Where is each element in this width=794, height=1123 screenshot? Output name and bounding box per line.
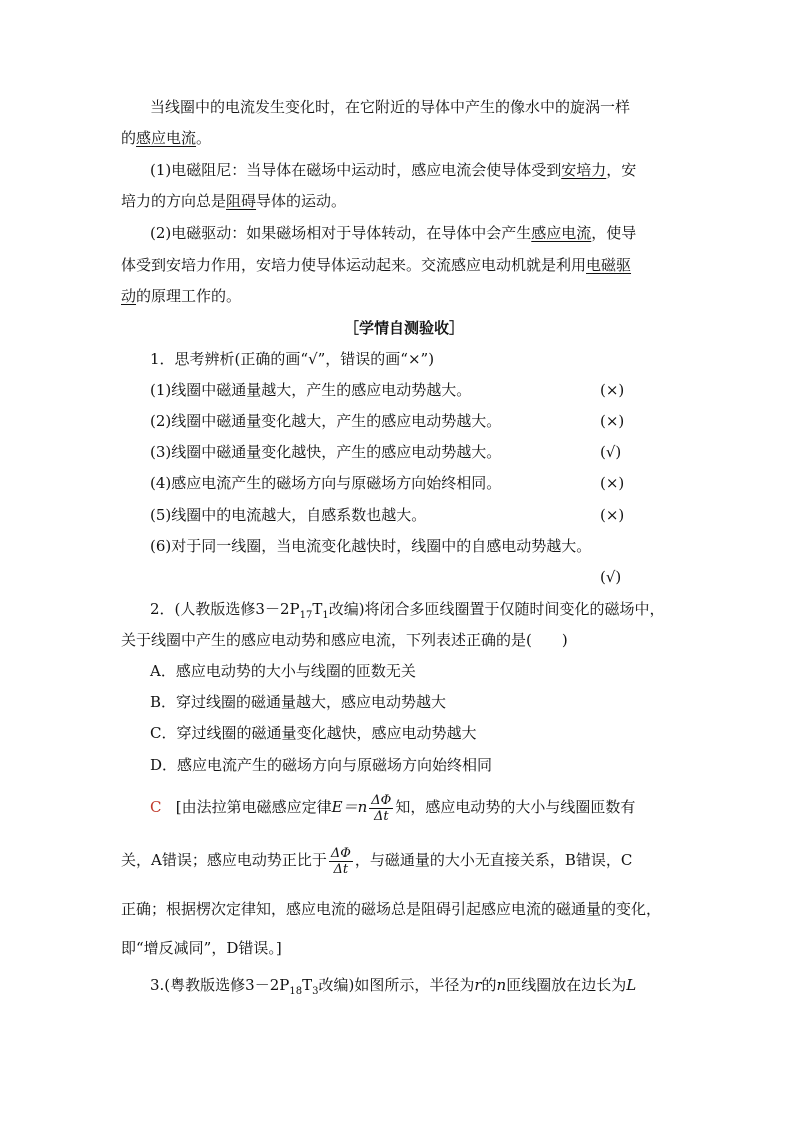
q1-title: 1．思考辨析(正确的画“√”，错误的画“×”) (150, 350, 435, 368)
damping-line-1: (1)电磁阻尼：当导体在磁场中运动时，感应电流会使导体受到安培力，安 (150, 161, 637, 179)
q1-item-6-mark: (√) (600, 568, 622, 586)
underlined-term: 安培力 (561, 161, 607, 179)
driving-line-2: 体受到安培力作用，安培力使导体运动起来。交流感应电动机就是利用电磁驱 (121, 256, 632, 274)
driving-line-3: 动的原理工作的。 (121, 287, 242, 305)
answer-letter: C (150, 798, 162, 816)
intro-line-1: 当线圈中的电流发生变化时，在它附近的导体中产生的像水中的旋涡一样 (150, 98, 631, 116)
q2-option-a: A．感应电动势的大小与线圈的匝数无关 (150, 662, 416, 680)
q1-item-4: (4)感应电流产生的磁场方向与原磁场方向始终相同。 (150, 474, 502, 492)
q1-item-1-mark: (×) (600, 381, 625, 399)
fraction-delta-phi-over-delta-t: $\frac{\Delta\Phi}{\Delta t}$ (371, 792, 392, 824)
q2-option-c: C．穿过线圈的磁通量变化越快，感应电动势越大 (150, 724, 477, 742)
q1-item-3-mark: (√) (600, 443, 622, 461)
fraction-delta-phi-over-delta-t: $\frac{\Delta\Phi}{\Delta t}$ (330, 845, 351, 877)
q1-item-5-mark: (×) (600, 506, 625, 524)
section-title: ［学情自测验收］ (344, 319, 465, 337)
driving-line-1: (2)电磁驱动：如果磁场相对于导体转动，在导体中会产生感应电流，使导 (150, 224, 637, 242)
q1-item-4-mark: (×) (600, 474, 625, 492)
q2-stem-line-1: 2．(人教版选修$3-2P_{17}T_1$改编)将闭合多匝线圈置于仅随时间变化的磁场中， (150, 600, 665, 621)
underlined-term: 电磁驱 (586, 256, 632, 274)
underlined-term: 阻碍 (226, 192, 257, 210)
underlined-term: 感应电流 (531, 224, 592, 242)
q2-explanation-line-2: 关，A错误；感应电动势正比于 $\frac{\Delta\Phi}{\Delta t}$ ，与磁通量的大小无直接关系，B错误，C (121, 845, 633, 877)
q1-item-5: (5)线圈中的电流越大，自感系数也越大。 (150, 506, 427, 524)
underlined-term: 动 (121, 287, 137, 305)
q1-item-2: (2)线圈中磁通量变化越大，产生的感应电动势越大。 (150, 412, 502, 430)
q2-explanation-line-3: 正确；根据楞次定律知，感应电流的磁场总是阻碍引起感应电流的磁通量的变化， (121, 900, 662, 918)
q1-item-2-mark: (×) (600, 412, 625, 430)
q2-explanation-line-1: C [由法拉第电磁感应定律E＝n $\frac{\Delta\Phi}{\Delta t}$ 知，感应电动势的大小与线圈匝数有 (150, 792, 636, 824)
q1-item-3: (3)线圈中磁通量变化越快，产生的感应电动势越大。 (150, 443, 502, 461)
underlined-term: 感应电流 (136, 129, 197, 147)
q3-stem-line-1: 3.(粤教版选修$3-2P_{18}T_3$改编)如图所示，半径为r的n匝线圈放在边长为L (150, 976, 637, 997)
q2-stem-line-2: 关于线圈中产生的感应电动势和感应电流，下列表述正确的是( ) (121, 631, 568, 649)
q1-item-1: (1)线圈中磁通量越大，产生的感应电动势越大。 (150, 381, 472, 399)
damping-line-2: 培力的方向总是阻碍导体的运动。 (121, 192, 347, 210)
intro-line-2: 的感应电流。 (121, 129, 212, 147)
q2-option-b: B．穿过线圈的磁通量越大，感应电动势越大 (150, 693, 447, 711)
q1-item-6: (6)对于同一线圈，当电流变化越快时，线圈中的自感电动势越大。 (150, 537, 592, 555)
q2-option-d: D．感应电流产生的磁场方向与原磁场方向始终相同 (150, 756, 493, 774)
q2-explanation-line-4: 即“增反减同”，D错误。] (121, 939, 282, 957)
